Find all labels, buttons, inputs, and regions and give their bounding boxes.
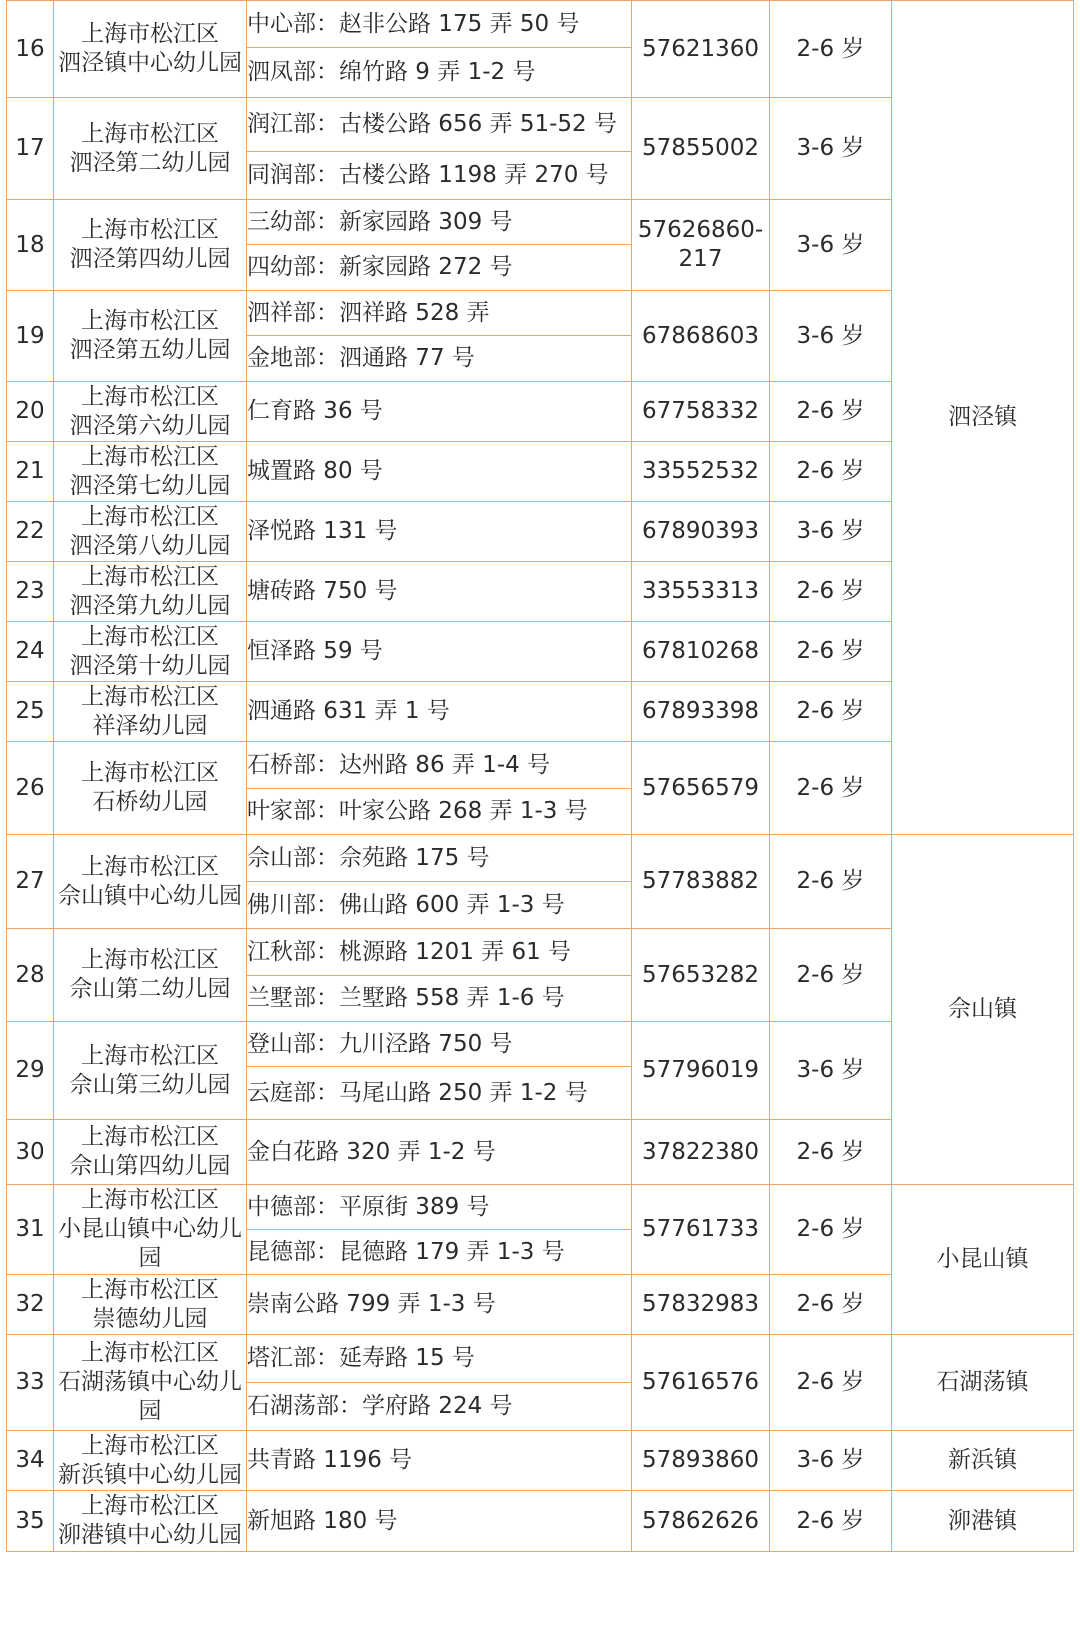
kindergarten-name-line: 泗泾镇中心幼儿园 — [58, 50, 242, 76]
phone-cell: 57796019 — [632, 1022, 770, 1120]
phone-cell: 67893398 — [632, 682, 770, 742]
branch-label: 昆德部： — [247, 1238, 339, 1265]
address-cell — [247, 245, 632, 291]
address-text: 新家园路 272 号 — [339, 254, 513, 280]
kindergarten-name-line: 上海市松江区 — [81, 683, 219, 710]
address-text: 城置路 80 号 — [247, 458, 383, 484]
address-cell — [247, 200, 632, 245]
address-cell — [247, 336, 632, 382]
row-number-cell: 21 — [7, 442, 54, 502]
age-range-cell: 3-6 岁 — [770, 1431, 892, 1491]
kindergarten-name-line: 上海市松江区 — [81, 853, 219, 880]
kindergarten-name-cell — [54, 682, 247, 742]
address-cell — [247, 835, 632, 882]
address-text: 昆德路 179 弄 1-3 号 — [339, 1238, 565, 1265]
kindergarten-name-line: 泗泾第四幼儿园 — [69, 246, 231, 272]
address-cell — [247, 882, 632, 929]
row-number-cell: 23 — [7, 562, 54, 622]
row-number-cell: 32 — [7, 1275, 54, 1335]
address-text: 赵非公路 175 弄 50 号 — [339, 10, 580, 37]
address-cell — [247, 742, 632, 789]
address-cell — [247, 1275, 632, 1335]
branch-label: 石湖荡部： — [247, 1393, 362, 1419]
address-text: 古楼公路 656 弄 51-52 号 — [339, 111, 617, 137]
kindergarten-name-line: 上海市松江区 — [81, 443, 219, 470]
kindergarten-name-line: 上海市松江区 — [81, 120, 219, 147]
table-row — [7, 1335, 1074, 1383]
kindergarten-name-line: 上海市松江区 — [81, 1187, 219, 1213]
age-range-cell: 2-6 岁 — [770, 382, 892, 442]
phone-cell: 67890393 — [632, 502, 770, 562]
phone-cell: 67810268 — [632, 622, 770, 682]
row-number-cell: 16 — [7, 1, 54, 98]
kindergarten-name-cell — [54, 742, 247, 835]
kindergarten-name-cell — [54, 1120, 247, 1185]
row-number-cell: 22 — [7, 502, 54, 562]
row-number-cell: 28 — [7, 929, 54, 1022]
phone-cell: 57783882 — [632, 835, 770, 929]
kindergarten-name-cell — [54, 1431, 247, 1491]
address-cell — [247, 502, 632, 562]
address-text: 平原街 389 号 — [339, 1193, 490, 1220]
branch-label: 登山部： — [247, 1030, 339, 1057]
address-cell — [247, 98, 632, 152]
branch-label: 中德部： — [247, 1193, 339, 1220]
kindergarten-name-line: 上海市松江区 — [81, 1042, 219, 1069]
address-text: 古楼公路 1198 弄 270 号 — [339, 162, 609, 188]
age-range-cell: 3-6 岁 — [770, 98, 892, 200]
branch-label: 泗祥部： — [247, 299, 339, 326]
branch-label: 四幼部： — [247, 254, 339, 280]
age-range-cell: 3-6 岁 — [770, 200, 892, 291]
address-cell — [247, 1491, 632, 1552]
phone-cell: 57656579 — [632, 742, 770, 835]
address-text: 泗通路 631 弄 1 号 — [247, 698, 450, 724]
age-range-cell: 3-6 岁 — [770, 1022, 892, 1120]
kindergarten-name-cell — [54, 502, 247, 562]
row-number-cell: 27 — [7, 835, 54, 929]
age-range-cell: 2-6 岁 — [770, 1185, 892, 1275]
age-range-cell: 2-6 岁 — [770, 1, 892, 98]
address-text: 学府路 224 号 — [362, 1393, 513, 1419]
kindergarten-name-cell — [54, 442, 247, 502]
age-range-cell: 2-6 岁 — [770, 622, 892, 682]
phone-cell: 57862626 — [632, 1491, 770, 1552]
phone-cell: 33552532 — [632, 442, 770, 502]
address-text: 塘砖路 750 号 — [247, 578, 398, 604]
kindergarten-name-line: 上海市松江区 — [81, 21, 219, 47]
age-range-cell: 2-6 岁 — [770, 1491, 892, 1552]
age-range-cell: 2-6 岁 — [770, 562, 892, 622]
branch-label: 江秋部： — [247, 938, 339, 965]
address-text: 绵竹路 9 弄 1-2 号 — [339, 59, 536, 85]
town-cell: 泗泾镇 — [892, 1, 1074, 835]
row-number-cell: 31 — [7, 1185, 54, 1275]
kindergarten-name-line: 上海市松江区 — [81, 383, 219, 410]
branch-label: 泗凤部： — [247, 59, 339, 85]
age-range-cell: 2-6 岁 — [770, 742, 892, 835]
address-cell — [247, 1383, 632, 1431]
town-cell: 佘山镇 — [892, 835, 1074, 1185]
kindergarten-name-line: 小昆山镇中心幼儿园 — [58, 1216, 242, 1271]
row-number-cell: 18 — [7, 200, 54, 291]
kindergarten-name-line: 石桥幼儿园 — [92, 789, 208, 815]
kindergarten-name-line: 佘山第三幼儿园 — [69, 1071, 231, 1098]
phone-cell — [632, 200, 770, 291]
kindergarten-name-cell — [54, 835, 247, 929]
row-number-cell: 30 — [7, 1120, 54, 1185]
address-text: 延寿路 15 号 — [339, 1345, 475, 1371]
row-number-cell: 17 — [7, 98, 54, 200]
address-cell — [247, 1185, 632, 1230]
kindergarten-name-line: 上海市松江区 — [81, 1340, 219, 1366]
town-cell: 泖港镇 — [892, 1491, 1074, 1552]
kindergarten-name-line: 佘山第二幼儿园 — [69, 976, 231, 1002]
address-cell — [247, 291, 632, 336]
branch-label: 同润部： — [247, 162, 339, 188]
address-cell — [247, 1431, 632, 1491]
town-cell: 小昆山镇 — [892, 1185, 1074, 1335]
row-number-cell: 35 — [7, 1491, 54, 1552]
kindergarten-table — [6, 0, 1074, 1552]
branch-label: 云庭部： — [247, 1079, 339, 1106]
phone-cell: 67868603 — [632, 291, 770, 382]
address-cell — [247, 562, 632, 622]
town-cell: 石湖荡镇 — [892, 1335, 1074, 1431]
kindergarten-name-line: 泖港镇中心幼儿园 — [58, 1522, 242, 1548]
row-number-cell: 24 — [7, 622, 54, 682]
phone-cell: 57832983 — [632, 1275, 770, 1335]
address-cell — [247, 682, 632, 742]
age-range-cell: 2-6 岁 — [770, 1335, 892, 1431]
branch-label: 兰墅部： — [247, 985, 339, 1011]
row-number-cell: 20 — [7, 382, 54, 442]
address-text: 金白花路 320 弄 1-2 号 — [247, 1138, 496, 1165]
kindergarten-name-line: 上海市松江区 — [81, 1276, 219, 1303]
phone-line: 217 — [678, 246, 723, 272]
phone-cell: 57616576 — [632, 1335, 770, 1431]
row-number-cell: 29 — [7, 1022, 54, 1120]
table-row — [7, 1431, 1074, 1491]
town-cell: 新浜镇 — [892, 1431, 1074, 1491]
kindergarten-name-cell — [54, 929, 247, 1022]
kindergarten-name-cell — [54, 200, 247, 291]
age-range-cell: 2-6 岁 — [770, 835, 892, 929]
address-text: 恒泽路 59 号 — [247, 638, 383, 664]
address-text: 泗祥路 528 弄 — [339, 299, 490, 326]
kindergarten-name-line: 上海市松江区 — [81, 217, 219, 243]
kindergarten-name-line: 泗泾第八幼儿园 — [69, 532, 231, 559]
address-text: 佛山路 600 弄 1-3 号 — [339, 891, 565, 918]
address-text: 泗通路 77 号 — [339, 345, 475, 371]
table-row — [7, 1, 1074, 48]
phone-line: 57626860- — [637, 217, 764, 243]
kindergarten-name-cell — [54, 1335, 247, 1431]
phone-cell: 57761733 — [632, 1185, 770, 1275]
age-range-cell: 2-6 岁 — [770, 1120, 892, 1185]
kindergarten-name-line: 泗泾第六幼儿园 — [69, 412, 231, 439]
kindergarten-name-cell — [54, 1275, 247, 1335]
kindergarten-name-cell — [54, 291, 247, 382]
kindergarten-name-line: 崇德幼儿园 — [92, 1305, 208, 1332]
branch-label: 塔汇部： — [247, 1345, 339, 1371]
kindergarten-name-cell — [54, 1185, 247, 1275]
address-cell — [247, 382, 632, 442]
kindergarten-name-line: 上海市松江区 — [81, 947, 219, 973]
phone-cell: 67758332 — [632, 382, 770, 442]
branch-label: 佘山部： — [247, 844, 339, 871]
kindergarten-name-line: 佘山镇中心幼儿园 — [58, 882, 242, 909]
address-cell — [247, 442, 632, 502]
address-text: 叶家公路 268 弄 1-3 号 — [339, 798, 588, 824]
branch-label: 中心部： — [247, 10, 339, 37]
row-number-cell: 34 — [7, 1431, 54, 1491]
kindergarten-name-line: 上海市松江区 — [81, 308, 219, 334]
kindergarten-name-line: 上海市松江区 — [81, 1124, 219, 1150]
phone-cell: 57621360 — [632, 1, 770, 98]
row-number-cell: 25 — [7, 682, 54, 742]
address-cell — [247, 1230, 632, 1275]
age-range-cell: 3-6 岁 — [770, 502, 892, 562]
table-row — [7, 1491, 1074, 1552]
address-cell — [247, 1022, 632, 1067]
kindergarten-name-line: 泗泾第五幼儿园 — [69, 337, 231, 363]
phone-cell: 57893860 — [632, 1431, 770, 1491]
kindergarten-name-cell — [54, 562, 247, 622]
address-text: 佘苑路 175 号 — [339, 844, 490, 871]
row-number-cell: 26 — [7, 742, 54, 835]
age-range-cell: 2-6 岁 — [770, 442, 892, 502]
kindergarten-name-cell — [54, 382, 247, 442]
address-text: 泽悦路 131 号 — [247, 518, 398, 544]
branch-label: 润江部： — [247, 111, 339, 137]
address-cell — [247, 1067, 632, 1120]
kindergarten-name-line: 石湖荡镇中心幼儿园 — [58, 1369, 242, 1424]
kindergarten-table-body — [7, 1, 1074, 1552]
age-range-cell: 2-6 岁 — [770, 929, 892, 1022]
kindergarten-name-line: 上海市松江区 — [81, 1432, 219, 1459]
address-cell — [247, 976, 632, 1022]
branch-label: 石桥部： — [247, 751, 339, 778]
address-text: 崇南公路 799 弄 1-3 号 — [247, 1291, 496, 1317]
kindergarten-name-cell — [54, 622, 247, 682]
address-text: 达州路 86 弄 1-4 号 — [339, 751, 551, 778]
address-cell — [247, 1335, 632, 1383]
kindergarten-name-line: 佘山第四幼儿园 — [69, 1153, 231, 1179]
kindergarten-name-cell — [54, 1022, 247, 1120]
phone-cell: 57855002 — [632, 98, 770, 200]
branch-label: 叶家部： — [247, 798, 339, 824]
address-text: 新旭路 180 号 — [247, 1507, 398, 1534]
phone-cell: 57653282 — [632, 929, 770, 1022]
address-cell — [247, 789, 632, 835]
age-range-cell: 2-6 岁 — [770, 1275, 892, 1335]
kindergarten-name-line: 新浜镇中心幼儿园 — [58, 1461, 242, 1488]
row-number-cell: 19 — [7, 291, 54, 382]
table-row — [7, 1185, 1074, 1230]
address-text: 九川泾路 750 号 — [339, 1030, 513, 1057]
address-cell — [247, 1120, 632, 1185]
address-text: 马尾山路 250 弄 1-2 号 — [339, 1079, 588, 1106]
age-range-cell: 3-6 岁 — [770, 291, 892, 382]
address-cell — [247, 152, 632, 200]
phone-cell: 37822380 — [632, 1120, 770, 1185]
table-row — [7, 835, 1074, 882]
address-cell — [247, 622, 632, 682]
address-cell — [247, 48, 632, 98]
kindergarten-name-line: 祥泽幼儿园 — [92, 712, 208, 739]
kindergarten-name-line: 上海市松江区 — [81, 563, 219, 590]
kindergarten-name-line: 泗泾第十幼儿园 — [69, 652, 231, 679]
address-text: 新家园路 309 号 — [339, 208, 513, 235]
kindergarten-name-cell — [54, 1491, 247, 1552]
address-cell — [247, 929, 632, 976]
kindergarten-name-line: 上海市松江区 — [81, 760, 219, 786]
address-text: 仁育路 36 号 — [247, 398, 383, 424]
kindergarten-name-line: 上海市松江区 — [81, 623, 219, 650]
kindergarten-name-line: 泗泾第二幼儿园 — [69, 149, 231, 176]
phone-cell: 33553313 — [632, 562, 770, 622]
kindergarten-name-line: 泗泾第九幼儿园 — [69, 592, 231, 619]
age-range-cell: 2-6 岁 — [770, 682, 892, 742]
address-text: 桃源路 1201 弄 61 号 — [339, 938, 572, 965]
address-text: 共青路 1196 号 — [247, 1447, 413, 1473]
kindergarten-name-line: 泗泾第七幼儿园 — [69, 472, 231, 499]
row-number-cell: 33 — [7, 1335, 54, 1431]
kindergarten-name-cell — [54, 98, 247, 200]
kindergarten-name-cell — [54, 1, 247, 98]
kindergarten-name-line: 上海市松江区 — [81, 1493, 219, 1519]
address-cell — [247, 1, 632, 48]
branch-label: 三幼部： — [247, 208, 339, 235]
branch-label: 金地部： — [247, 345, 339, 371]
address-text: 兰墅路 558 弄 1-6 号 — [339, 985, 565, 1011]
kindergarten-name-line: 上海市松江区 — [81, 503, 219, 530]
branch-label: 佛川部： — [247, 891, 339, 918]
